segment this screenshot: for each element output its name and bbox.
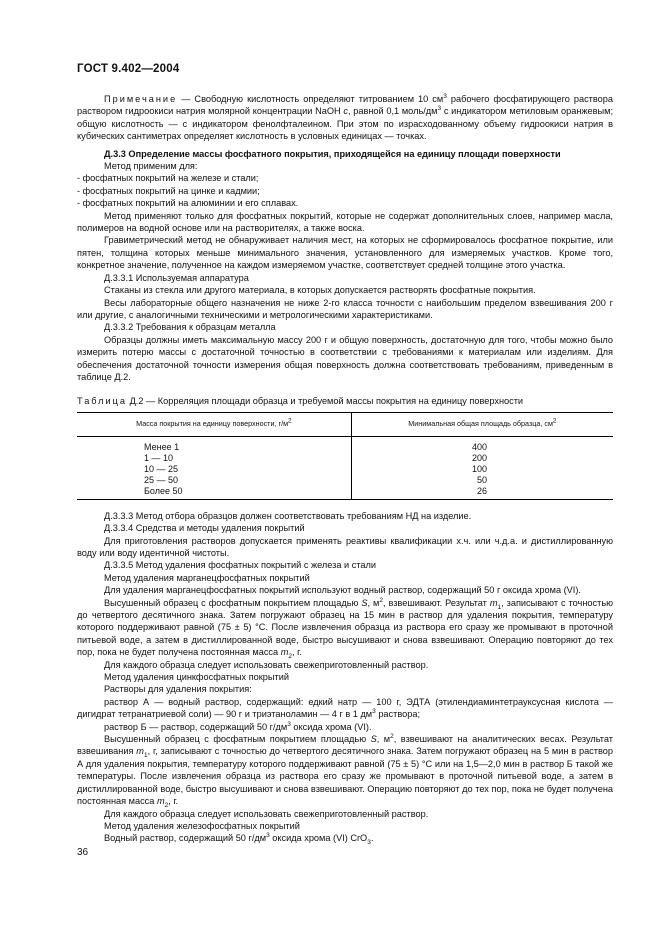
note-sup-1: 3 bbox=[443, 92, 447, 100]
table-label: Таблица bbox=[77, 396, 128, 407]
paragraph-fe-solution: Водный раствор, содержащий 50 $г/дм^3$ оксида хрома (VI) CrO$_3$. bbox=[104, 832, 374, 847]
note-text-5: с индикатором метиловым оранжевым; общую кислотность — с индикатором фенолфталеином. При этом по израсходованному объему гидроокиси натрия в кубических сантиметрах определяет кислотность в условных единицах — точках. bbox=[77, 106, 614, 142]
list-item: - фосфатных покрытий на алюминии и его сплавах. bbox=[77, 198, 299, 209]
table-cell-mass: 25 — 50 bbox=[77, 475, 351, 486]
table-cell-area: 50 bbox=[476, 474, 487, 485]
table-row bbox=[77, 486, 613, 500]
note-text-2: рабочего фосфатирующего раствора раствором гидроокиси натрия молярной концентрации NaOH bbox=[77, 94, 613, 117]
mn-method-title: Метод удаления марганецфосфатных покрытий bbox=[104, 572, 310, 583]
table-cell-mass: 10 — 25 bbox=[77, 464, 351, 475]
solutions-heading: Растворы для удаления покрытия: bbox=[104, 684, 252, 695]
table-header-area: Минимальная общая площадь образца, $см^2$ bbox=[351, 412, 613, 436]
paragraph-fresh-solution: Для каждого образца следует использовать свежеприготовленный раствор. bbox=[104, 659, 429, 670]
note-c-symbol: c bbox=[343, 106, 348, 117]
table-cell-mass: 1 — 10 bbox=[77, 453, 351, 464]
page-content bbox=[77, 93, 613, 845]
paragraph-method-scope: Метод применяют только для фосфатных покрытий, которые не содержат дополнительных слоев, например масла, полимеров на водной основе или на растворителях, а также воска. bbox=[77, 210, 613, 234]
table-caption-text: Д.2 — Корреляция площади образца и требуемой массы покрытия на единицу поверхности bbox=[127, 396, 524, 407]
fe-method-title: Метод удаления железофосфатных покрытий bbox=[104, 820, 300, 831]
subsection-d335-title: Д.3.3.5 Метод удаления фосфатных покрытий с железа и стали bbox=[104, 560, 377, 571]
table-cell-area: 400 bbox=[471, 441, 487, 452]
subsection-d333: Д.3.3.3 Метод отбора образцов должен соответствовать требованиям НД на изделие. bbox=[104, 510, 472, 521]
table-cell-mass: Менее 1 bbox=[77, 436, 351, 453]
subsection-d334-title: Д.3.3.4 Средства и методы удаления покрытий bbox=[104, 523, 305, 534]
zn-method-title: Метод удаления цинкфосфатных покрытий bbox=[104, 672, 289, 683]
table-row bbox=[77, 475, 613, 486]
paragraph-gravimetric: Гравиметрический метод не обнаруживает наличия мест, на которых не сформировалось фосфатное покрытие, или пятен, толщина которых меньше минимального значения, установленного для измеряемых участков. Кроме того, конкретное значение, полученное на каждом измеряемом участке, соответствует средней толщине этого участка. bbox=[77, 235, 613, 271]
table-cell-area: 200 bbox=[471, 452, 487, 463]
paragraph-zn-procedure: Высушенный образец с фосфатным покрытием площадью S, $м^2$, взвешивают на аналитических весах. Результат взвешивания $m_1$, г, записывают с точностью до четвертого десятичного знака. Затем погружают образец на 5 мин в раствор А для удаления покрытия, температуру которого поддерживают равной (75 ± 5) °С или на 1,5—2,0 мин в раствор Б такой же температуры. После извлечения образца из раствора его сразу же промывают в проточной питьевой воде, а затем в дистиллированной воде, быстро высушивают и снова взвешивают. Операцию повторяют до тех пор, пока не будет получена постоянная масса $m_2$, г. bbox=[77, 733, 614, 809]
page-number: 36 bbox=[77, 847, 89, 858]
paragraph-scales: Весы лабораторные общего назначения не ниже 2-го класса точности с наибольшим пределом взвешивания 200 г или другие, с аналогичными техническими и метрологическими характеристиками. bbox=[77, 297, 613, 320]
subsection-d331-title: Д.3.3.1 Используемая аппаратура bbox=[104, 272, 249, 283]
list-item: - фосфатных покрытий на железе и стали; bbox=[77, 173, 259, 184]
table-row bbox=[77, 436, 613, 453]
table-cell-area: 26 bbox=[351, 486, 613, 500]
note-text-1: — Свободную кислотность определяют титрованием 10 см bbox=[177, 94, 444, 104]
table-header-mass: Масса покрытия на единицу поверхности, $г/м^2$ bbox=[77, 412, 351, 436]
note-text-4: , равной 0,1 моль/дм bbox=[347, 106, 438, 117]
paragraph-mn-solution: Для удаления марганецфосфатных покрытий используют водный раствор, содержащий 50 г оксида хрома (VI). bbox=[104, 585, 581, 596]
list-item: - фосфатных покрытий на цинке и кадмии; bbox=[77, 185, 260, 196]
correlation-table bbox=[77, 412, 613, 500]
document-header: ГОСТ 9.402—2004 bbox=[77, 63, 180, 75]
paragraph-fresh-solution-2: Для каждого образца следует использовать свежеприготовленный раствор. bbox=[104, 808, 429, 819]
section-d33-title: Д.3.3 Определение массы фосфатного покрытия, приходящейся на единицу площади поверхности bbox=[104, 148, 561, 159]
applied-for: Метод применим для: bbox=[104, 161, 198, 172]
table-row bbox=[77, 453, 613, 464]
paragraph-samples: Образцы должны иметь максимальную массу 200 г и общую поверхность, достаточную для того, чтобы можно было измерить потерю массы с достаточной точностью в соответствии с требованиями к материалам или изделиям. Для обеспечения достаточной точности измерения общая поверхность должна соответствовать требованиям, приведенным в таблице Д.2. bbox=[77, 334, 613, 382]
table-cell-area: 100 bbox=[471, 463, 487, 474]
subsection-d332-title: Д.3.3.2 Требования к образцам металла bbox=[104, 322, 276, 333]
paragraph-reagents: Для приготовления растворов допускается применять реактивы квалификации х.ч. или ч.д.а. и дистиллированную воду или воду идентичной чистоты. bbox=[77, 535, 613, 558]
solution-b: раствор Б — раствор, содержащий 50 $г/дм^3$ оксида хрома (VI). bbox=[104, 720, 372, 732]
note-paragraph bbox=[77, 93, 613, 143]
paragraph-mn-procedure: Высушенный образец с фосфатным покрытием площадью S, $м^2$, взвешивают. Результат $m_1$, записывают с точностью до четвертого десятичного знака. Затем погружают образец на 15 мин в раствор для удаления покрытия, температуру которого поддерживают равной (75 ± 5) °С. После извлечения образца из раствора его сразу же промывают в проточной питьевой воде, а затем в дистиллированной воде, быстро высушивают и снова взвешивают. Операцию повторяют до тех пор, пока не будет получена постоянная масса $m_2$, г. bbox=[77, 596, 614, 661]
table-row bbox=[77, 464, 613, 475]
paragraph-beakers: Стаканы из стекла или другого материала, в которых допускается растворять фосфатные покрытия. bbox=[104, 285, 536, 296]
table-caption bbox=[77, 395, 613, 407]
table-header-row bbox=[77, 412, 613, 436]
table-cell-mass: Более 50 bbox=[77, 486, 351, 500]
note-label: Примечание bbox=[104, 94, 178, 104]
note-sup-2: 3 bbox=[437, 105, 442, 113]
solution-a: раствор А — водный раствор, содержащий: едкий натр — 100 г, ЭДТА (этилендиаминтетрауксусная кислота — дигидрат тетранатриевой соли) — 90 г и триэтаноламин — 4 г в 1 $дм^3$ раствора; bbox=[77, 696, 613, 720]
